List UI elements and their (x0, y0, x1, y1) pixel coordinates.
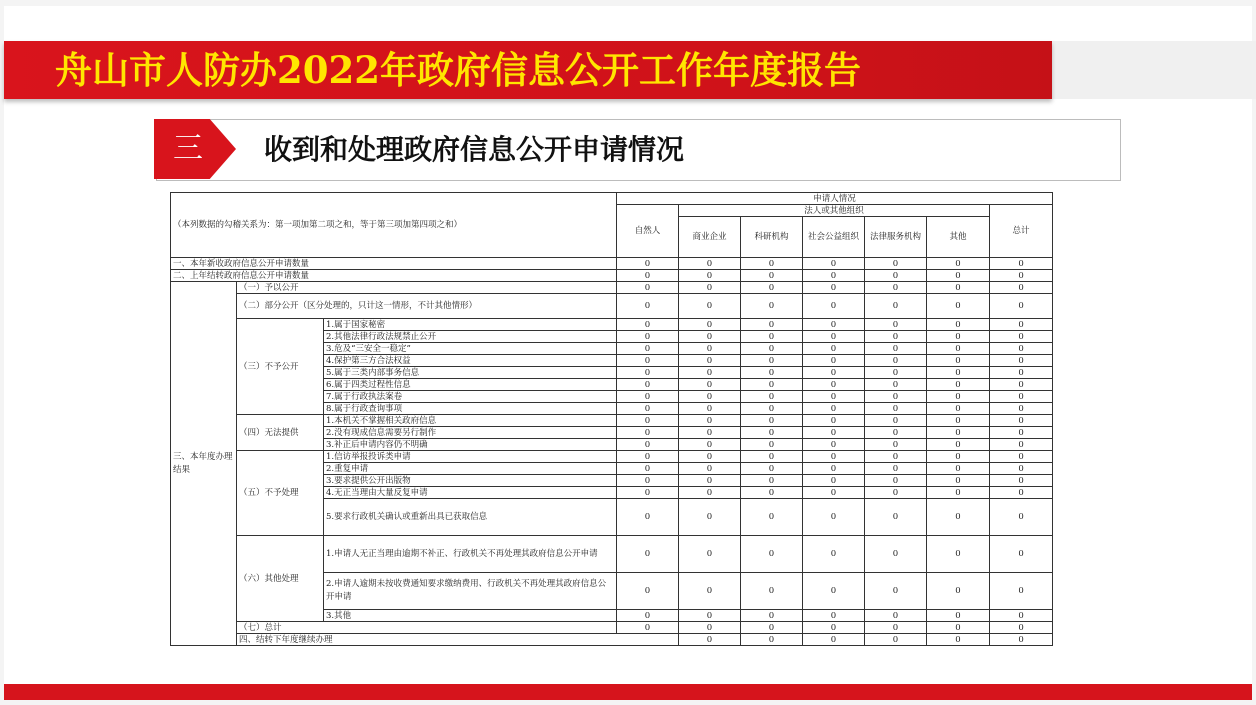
section-number: 三 (173, 131, 203, 166)
item-label: 3.补正后申请内容仍不明确 (324, 439, 617, 451)
value-cell: 0 (865, 391, 927, 403)
group-label: （二）部分公开（区分处理的，只计这一情形，不计其他情形） (237, 294, 617, 319)
value-cell: 0 (990, 379, 1053, 391)
header-business: 商业企业 (679, 217, 741, 258)
value-cell: 0 (803, 634, 865, 646)
value-cell: 0 (865, 573, 927, 610)
value-cell: 0 (990, 319, 1053, 331)
value-cell: 0 (803, 499, 865, 536)
value-cell: 0 (865, 282, 927, 294)
value-cell: 0 (803, 319, 865, 331)
value-cell: 0 (741, 499, 803, 536)
value-cell: 0 (927, 634, 990, 646)
value-cell: 0 (617, 367, 679, 379)
value-cell: 0 (741, 610, 803, 622)
header-natural-person: 自然人 (617, 205, 679, 258)
value-cell: 0 (679, 427, 741, 439)
value-cell: 0 (741, 487, 803, 499)
value-cell: 0 (803, 282, 865, 294)
item-label: 1.属于国家秘密 (324, 319, 617, 331)
value-cell: 0 (741, 343, 803, 355)
group-label: （四）无法提供 (237, 415, 324, 451)
value-cell: 0 (617, 331, 679, 343)
value-cell: 0 (990, 294, 1053, 319)
value-cell: 0 (927, 343, 990, 355)
value-cell: 0 (679, 355, 741, 367)
value-cell: 0 (927, 622, 990, 634)
value-cell: 0 (617, 439, 679, 451)
value-cell: 0 (803, 610, 865, 622)
value-cell: 0 (927, 270, 990, 282)
value-cell: 0 (679, 415, 741, 427)
value-cell: 0 (679, 536, 741, 573)
value-cell: 0 (803, 427, 865, 439)
value-cell: 0 (679, 610, 741, 622)
value-cell: 0 (990, 634, 1053, 646)
value-cell: 0 (865, 367, 927, 379)
value-cell: 0 (990, 610, 1053, 622)
value-cell: 0 (803, 415, 865, 427)
value-cell: 0 (617, 573, 679, 610)
table-note: （本列数据的勾稽关系为：第一项加第二项之和，等于第三项加第四项之和） (171, 193, 617, 258)
group-label: （七）总计 (237, 622, 617, 634)
value-cell: 0 (865, 319, 927, 331)
value-cell: 0 (741, 294, 803, 319)
value-cell: 0 (865, 439, 927, 451)
value-cell: 0 (617, 319, 679, 331)
value-cell: 0 (990, 415, 1053, 427)
value-cell: 0 (679, 343, 741, 355)
group-label: （一）予以公开 (237, 282, 617, 294)
value-cell: 0 (990, 331, 1053, 343)
item-label: 1.信访举报投诉类申请 (324, 451, 617, 463)
value-cell: 0 (741, 355, 803, 367)
value-cell: 0 (990, 439, 1053, 451)
value-cell: 0 (617, 258, 679, 270)
value-cell: 0 (927, 439, 990, 451)
value-cell: 0 (865, 258, 927, 270)
value-cell: 0 (679, 499, 741, 536)
value-cell: 0 (803, 487, 865, 499)
value-cell: 0 (927, 610, 990, 622)
value-cell: 0 (803, 536, 865, 573)
value-cell: 0 (990, 403, 1053, 415)
section-title: 收到和处理政府信息公开申请情况 (264, 133, 685, 166)
table-row (171, 294, 1053, 319)
value-cell: 0 (617, 451, 679, 463)
value-cell: 0 (927, 475, 990, 487)
report-table (170, 192, 1053, 646)
value-cell: 0 (927, 379, 990, 391)
value-cell: 0 (741, 475, 803, 487)
value-cell: 0 (865, 622, 927, 634)
value-cell: 0 (990, 622, 1053, 634)
table-row (171, 415, 1053, 427)
value-cell: 0 (865, 403, 927, 415)
row-label: 四、结转下年度继续办理 (237, 634, 679, 646)
item-label: 4.无正当理由大量反复申请 (324, 487, 617, 499)
value-cell: 0 (803, 391, 865, 403)
value-cell: 0 (990, 427, 1053, 439)
value-cell: 0 (990, 499, 1053, 536)
row-label: 一、本年新收政府信息公开申请数量 (171, 258, 617, 270)
value-cell: 0 (865, 355, 927, 367)
value-cell: 0 (865, 379, 927, 391)
value-cell: 0 (865, 610, 927, 622)
table-row (171, 258, 1053, 270)
value-cell: 0 (927, 319, 990, 331)
value-cell: 0 (679, 379, 741, 391)
value-cell: 0 (990, 258, 1053, 270)
value-cell: 0 (617, 427, 679, 439)
item-label: 2.没有现成信息需要另行制作 (324, 427, 617, 439)
value-cell: 0 (803, 367, 865, 379)
value-cell: 0 (679, 282, 741, 294)
item-label: 2.申请人逾期未按收费通知要求缴纳费用、行政机关不再处理其政府信息公开申请 (324, 573, 617, 610)
value-cell: 0 (865, 536, 927, 573)
value-cell: 0 (927, 451, 990, 463)
value-cell: 0 (679, 622, 741, 634)
value-cell: 0 (990, 487, 1053, 499)
value-cell: 0 (679, 331, 741, 343)
value-cell: 0 (803, 451, 865, 463)
value-cell: 0 (617, 499, 679, 536)
value-cell: 0 (741, 415, 803, 427)
row-label: 二、上年结转政府信息公开申请数量 (171, 270, 617, 282)
value-cell: 0 (990, 282, 1053, 294)
value-cell: 0 (865, 451, 927, 463)
value-cell: 0 (741, 367, 803, 379)
value-cell: 0 (679, 258, 741, 270)
item-label: 1.本机关不掌握相关政府信息 (324, 415, 617, 427)
value-cell: 0 (617, 343, 679, 355)
item-label: 1.申请人无正当理由逾期不补正、行政机关不再处理其政府信息公开申请 (324, 536, 617, 573)
item-label: 2.重复申请 (324, 463, 617, 475)
value-cell: 0 (741, 573, 803, 610)
value-cell: 0 (741, 463, 803, 475)
value-cell: 0 (741, 634, 803, 646)
value-cell: 0 (990, 536, 1053, 573)
value-cell: 0 (803, 463, 865, 475)
value-cell: 0 (617, 463, 679, 475)
value-cell: 0 (803, 475, 865, 487)
group-label: （三）不予公开 (237, 319, 324, 415)
item-label: 5.要求行政机关确认或重新出具已获取信息 (324, 499, 617, 536)
value-cell: 0 (617, 379, 679, 391)
value-cell: 0 (741, 451, 803, 463)
value-cell: 0 (803, 294, 865, 319)
value-cell: 0 (679, 403, 741, 415)
value-cell: 0 (865, 415, 927, 427)
value-cell: 0 (865, 427, 927, 439)
value-cell: 0 (927, 536, 990, 573)
value-cell: 0 (865, 487, 927, 499)
value-cell: 0 (741, 622, 803, 634)
value-cell: 0 (927, 427, 990, 439)
value-cell: 0 (741, 427, 803, 439)
value-cell: 0 (865, 331, 927, 343)
value-cell: 0 (617, 403, 679, 415)
value-cell: 0 (990, 463, 1053, 475)
value-cell: 0 (803, 343, 865, 355)
table-row (171, 270, 1053, 282)
item-label: 3.危及“三安全一稳定” (324, 343, 617, 355)
header-total: 总计 (990, 205, 1053, 258)
bottom-bar (4, 684, 1252, 700)
table-row (171, 451, 1053, 463)
value-cell: 0 (927, 415, 990, 427)
item-label: 3.其他 (324, 610, 617, 622)
value-cell: 0 (679, 634, 741, 646)
value-cell: 0 (865, 294, 927, 319)
value-cell: 0 (990, 573, 1053, 610)
value-cell: 0 (927, 258, 990, 270)
table-row (171, 536, 1053, 573)
value-cell: 0 (865, 634, 927, 646)
value-cell: 0 (679, 439, 741, 451)
value-cell: 0 (865, 463, 927, 475)
value-cell: 0 (927, 355, 990, 367)
value-cell: 0 (865, 343, 927, 355)
value-cell: 0 (927, 463, 990, 475)
table-row (171, 282, 1053, 294)
value-cell: 0 (741, 258, 803, 270)
value-cell: 0 (741, 379, 803, 391)
value-cell: 0 (927, 367, 990, 379)
value-cell: 0 (803, 270, 865, 282)
value-cell: 0 (679, 463, 741, 475)
value-cell: 0 (927, 573, 990, 610)
value-cell: 0 (803, 258, 865, 270)
value-cell: 0 (927, 403, 990, 415)
value-cell: 0 (927, 499, 990, 536)
value-cell: 0 (679, 487, 741, 499)
value-cell: 0 (927, 487, 990, 499)
item-label: 5.属于三类内部事务信息 (324, 367, 617, 379)
value-cell: 0 (617, 622, 679, 634)
value-cell: 0 (927, 282, 990, 294)
value-cell: 0 (617, 475, 679, 487)
value-cell: 0 (741, 536, 803, 573)
header-other: 其他 (927, 217, 990, 258)
value-cell: 0 (741, 391, 803, 403)
value-cell: 0 (803, 379, 865, 391)
value-cell: 0 (679, 367, 741, 379)
header-legal-service: 法律服务机构 (865, 217, 927, 258)
row-label: 三、本年度办理结果 (171, 282, 237, 646)
item-label: 6.属于四类过程性信息 (324, 379, 617, 391)
value-cell: 0 (803, 439, 865, 451)
header-legal-entity: 法人或其他组织 (679, 205, 990, 217)
value-cell: 0 (990, 391, 1053, 403)
value-cell: 0 (927, 391, 990, 403)
table-row (171, 622, 1053, 634)
value-cell: 0 (990, 367, 1053, 379)
value-cell: 0 (617, 270, 679, 282)
item-label: 4.保护第三方合法权益 (324, 355, 617, 367)
item-label: 8.属于行政查询事项 (324, 403, 617, 415)
value-cell: 0 (741, 403, 803, 415)
value-cell: 0 (679, 573, 741, 610)
value-cell: 0 (679, 475, 741, 487)
value-cell: 0 (617, 487, 679, 499)
value-cell: 0 (803, 355, 865, 367)
value-cell: 0 (990, 343, 1053, 355)
value-cell: 0 (679, 391, 741, 403)
table-row (171, 634, 1053, 646)
group-label: （五）不予处理 (237, 451, 324, 536)
value-cell: 0 (741, 439, 803, 451)
value-cell: 0 (990, 355, 1053, 367)
item-label: 2.其他法律行政法规禁止公开 (324, 331, 617, 343)
value-cell: 0 (741, 319, 803, 331)
table-row (171, 319, 1053, 331)
value-cell: 0 (679, 319, 741, 331)
value-cell: 0 (617, 355, 679, 367)
value-cell: 0 (617, 282, 679, 294)
value-cell: 0 (865, 499, 927, 536)
value-cell: 0 (865, 270, 927, 282)
value-cell: 0 (617, 294, 679, 319)
title-bar-extension (1052, 41, 1256, 99)
header-social: 社会公益组织 (803, 217, 865, 258)
value-cell: 0 (617, 391, 679, 403)
value-cell: 0 (617, 536, 679, 573)
value-cell: 0 (741, 270, 803, 282)
value-cell: 0 (803, 573, 865, 610)
value-cell: 0 (617, 610, 679, 622)
value-cell: 0 (803, 403, 865, 415)
group-label: （六）其他处理 (237, 536, 324, 622)
value-cell: 0 (679, 270, 741, 282)
value-cell: 0 (803, 331, 865, 343)
value-cell: 0 (679, 451, 741, 463)
value-cell: 0 (803, 622, 865, 634)
item-label: 7.属于行政执法案卷 (324, 391, 617, 403)
value-cell: 0 (741, 282, 803, 294)
header-applicant: 申请人情况 (617, 193, 1053, 205)
value-cell: 0 (990, 270, 1053, 282)
value-cell: 0 (990, 451, 1053, 463)
value-cell: 0 (927, 294, 990, 319)
page-title: 舟山市人防办2022年政府信息公开工作年度报告 (55, 48, 861, 92)
value-cell: 0 (927, 331, 990, 343)
item-label: 3.要求提供公开出版物 (324, 475, 617, 487)
header-research: 科研机构 (741, 217, 803, 258)
value-cell: 0 (617, 415, 679, 427)
value-cell: 0 (741, 331, 803, 343)
value-cell: 0 (679, 294, 741, 319)
value-cell: 0 (990, 475, 1053, 487)
value-cell: 0 (865, 475, 927, 487)
